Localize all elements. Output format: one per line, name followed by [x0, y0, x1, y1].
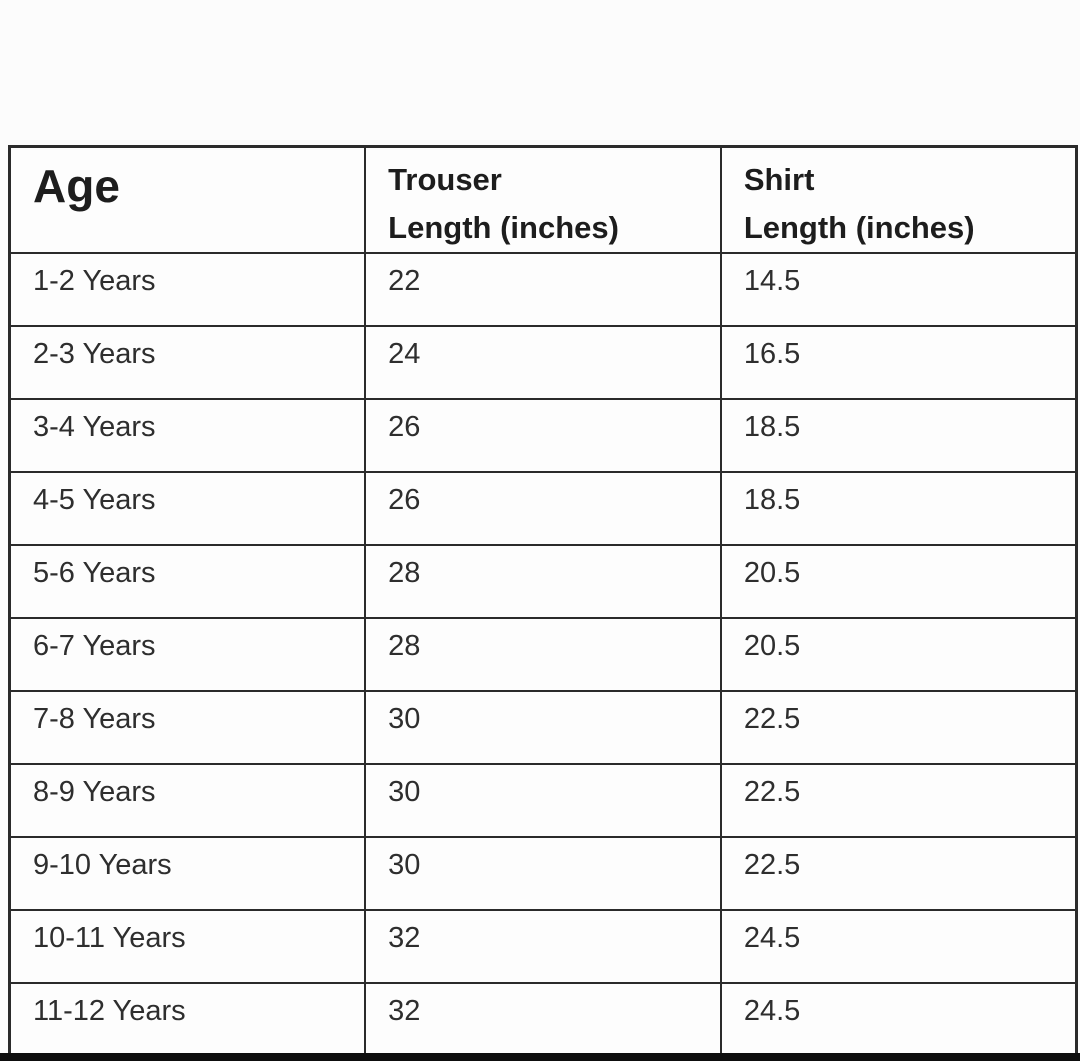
- trouser-length-cell: 22: [365, 253, 721, 326]
- age-cell: 9-10 Years: [10, 837, 366, 910]
- shirt-length-cell: 20.5: [721, 545, 1077, 618]
- age-cell: 11-12 Years: [10, 983, 366, 1057]
- table-body: [10, 253, 1077, 1057]
- bottom-black-bar: [0, 1053, 1080, 1061]
- table-row: [10, 253, 1077, 326]
- age-cell: 7-8 Years: [10, 691, 366, 764]
- table-header: [10, 147, 1077, 254]
- trouser-length-cell: 30: [365, 764, 721, 837]
- shirt-length-cell: 22.5: [721, 764, 1077, 837]
- trouser-length-cell: 32: [365, 983, 721, 1057]
- age-cell: 4-5 Years: [10, 472, 366, 545]
- shirt-length-cell: 24.5: [721, 910, 1077, 983]
- age-cell: 6-7 Years: [10, 618, 366, 691]
- table-row: [10, 472, 1077, 545]
- trouser-length-cell: 28: [365, 618, 721, 691]
- table-row: [10, 399, 1077, 472]
- trouser-length-cell: 26: [365, 472, 721, 545]
- table-row: [10, 326, 1077, 399]
- column-header-trouser-length: [365, 147, 721, 254]
- column-header-line: Length (inches): [743, 210, 975, 245]
- table-row: [10, 983, 1077, 1057]
- table-row: [10, 837, 1077, 910]
- table-row: [10, 764, 1077, 837]
- column-header-shirt-length: [721, 147, 1077, 254]
- column-header-line: Age: [33, 160, 120, 212]
- trouser-length-cell: 28: [365, 545, 721, 618]
- size-chart-table: [8, 145, 1078, 1058]
- trouser-length-cell: 32: [365, 910, 721, 983]
- shirt-length-cell: 22.5: [721, 691, 1077, 764]
- trouser-length-cell: 30: [365, 691, 721, 764]
- shirt-length-cell: 18.5: [721, 399, 1077, 472]
- table-row: [10, 618, 1077, 691]
- age-cell: 10-11 Years: [10, 910, 366, 983]
- shirt-length-cell: 18.5: [721, 472, 1077, 545]
- age-cell: 5-6 Years: [10, 545, 366, 618]
- shirt-length-cell: 16.5: [721, 326, 1077, 399]
- column-header-line: Trouser: [388, 162, 502, 197]
- trouser-length-cell: 30: [365, 837, 721, 910]
- age-cell: 3-4 Years: [10, 399, 366, 472]
- column-header-line: Shirt: [743, 162, 815, 197]
- table-row: [10, 691, 1077, 764]
- trouser-length-cell: 26: [365, 399, 721, 472]
- shirt-length-cell: 20.5: [721, 618, 1077, 691]
- column-header-line: Length (inches): [388, 210, 619, 245]
- age-cell: 8-9 Years: [10, 764, 366, 837]
- age-cell: 1-2 Years: [10, 253, 366, 326]
- header-row: [10, 147, 1077, 254]
- trouser-length-cell: 24: [365, 326, 721, 399]
- age-cell: 2-3 Years: [10, 326, 366, 399]
- table-row: [10, 545, 1077, 618]
- column-header-age: [10, 147, 366, 254]
- shirt-length-cell: 14.5: [721, 253, 1077, 326]
- shirt-length-cell: 24.5: [721, 983, 1077, 1057]
- table-row: [10, 910, 1077, 983]
- shirt-length-cell: 22.5: [721, 837, 1077, 910]
